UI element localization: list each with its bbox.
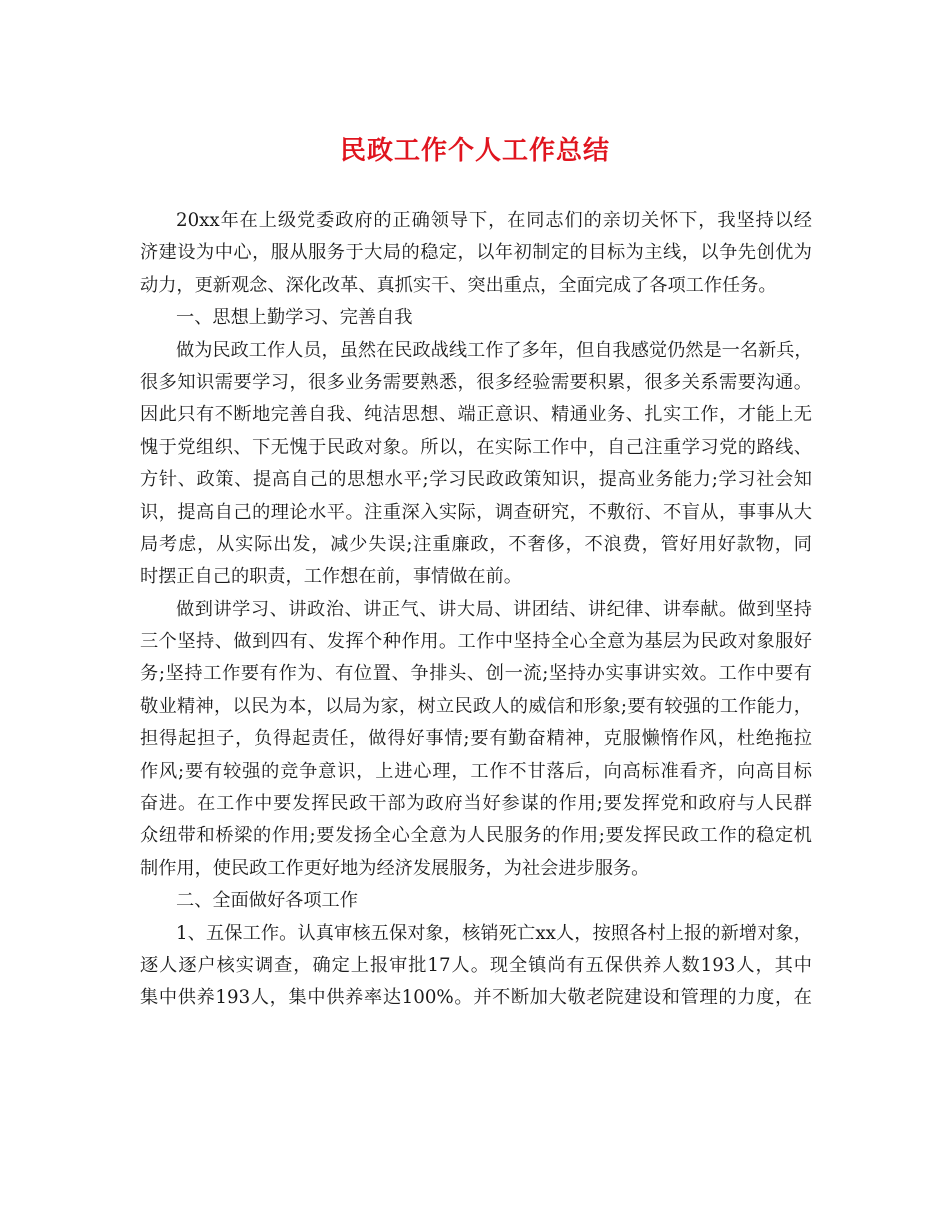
text-line: 敬业精神，以民为本，以局为家，树立民政人的威信和形象;要有较强的工作能力， bbox=[140, 695, 812, 717]
section-heading: 一、思想上勤学习、完善自我 bbox=[176, 307, 413, 329]
text-line: 济建设为中心，服从服务于大局的稳定，以年初制定的目标为主线，以争先创优为 bbox=[140, 242, 812, 264]
text-line: 做为民政工作人员，虽然在民政战线工作了多年，但自我感觉仍然是一名新兵， bbox=[176, 339, 813, 361]
text-line: 三个坚持、做到四有、发挥个种作用。工作中坚持全心全意为基层为民政对象服好 bbox=[140, 631, 812, 653]
text-line: 奋进。在工作中要发挥民政干部为政府当好参谋的作用;要发挥党和政府与人民群 bbox=[140, 793, 812, 815]
text-line: 愧于党组织、下无愧于民政对象。所以，在实际工作中，自己注重学习党的路线、 bbox=[140, 436, 812, 458]
text-line: 时摆正自己的职责，工作想在前，事情做在前。 bbox=[140, 566, 522, 588]
document-title: 民政工作个人工作总结 bbox=[339, 136, 610, 166]
text-line: 动力，更新观念、深化改革、真抓实干、突出重点，全面完成了各项工作任务。 bbox=[140, 274, 777, 296]
text-line: 方针、政策、提高自己的思想水平;学习民政政策知识，提高业务能力;学习社会知 bbox=[140, 469, 812, 491]
text-line: 作风;要有较强的竞争意识，上进心理，工作不甘落后，向高标准看齐，向高目标 bbox=[140, 760, 812, 782]
section-heading: 二、全面做好各项工作 bbox=[176, 890, 358, 912]
document-body bbox=[140, 205, 812, 1015]
text-line: 逐人逐户核实调查，确定上报审批17人。现全镇尚有五保供养人数193人，其中 bbox=[140, 954, 812, 976]
text-line: 因此只有不断地完善自我、纯洁思想、端正意识、精通业务、扎实工作，才能上无 bbox=[140, 404, 812, 426]
text-line: 1、五保工作。认真审核五保对象，核销死亡xx人，按照各村上报的新增对象， bbox=[176, 922, 812, 944]
text-line: 集中供养193人，集中供养率达100%。并不断加大敬老院建设和管理的力度，在 bbox=[140, 987, 812, 1009]
text-line: 担得起担子，负得起责任，做得好事情;要有勤奋精神，克服懒惰作风，杜绝拖拉 bbox=[140, 728, 812, 750]
text-line: 20xx年在上级党委政府的正确领导下，在同志们的亲切关怀下，我坚持以经 bbox=[176, 210, 812, 231]
text-line: 众纽带和桥梁的作用;要发扬全心全意为人民服务的作用;要发挥民政工作的稳定机 bbox=[140, 825, 812, 847]
text-line: 制作用，使民政工作更好地为经济发展服务，为社会进步服务。 bbox=[140, 857, 650, 879]
text-line: 做到讲学习、讲政治、讲正气、讲大局、讲团结、讲纪律、讲奉献。做到坚持 bbox=[176, 598, 812, 620]
text-line: 很多知识需要学习，很多业务需要熟悉，很多经验需要积累，很多关系需要沟通。 bbox=[140, 371, 812, 393]
text-line: 务;坚持工作要有作为、有位置、争排头、创一流;坚持办实事讲实效。工作中要有 bbox=[140, 663, 812, 685]
text-line: 局考虑，从实际出发，减少失误;注重廉政，不奢侈，不浪费，管好用好款物，同 bbox=[140, 533, 812, 555]
text-line: 识，提高自己的理论水平。注重深入实际，调查研究，不敷衍、不盲从，事事从大 bbox=[140, 501, 812, 523]
